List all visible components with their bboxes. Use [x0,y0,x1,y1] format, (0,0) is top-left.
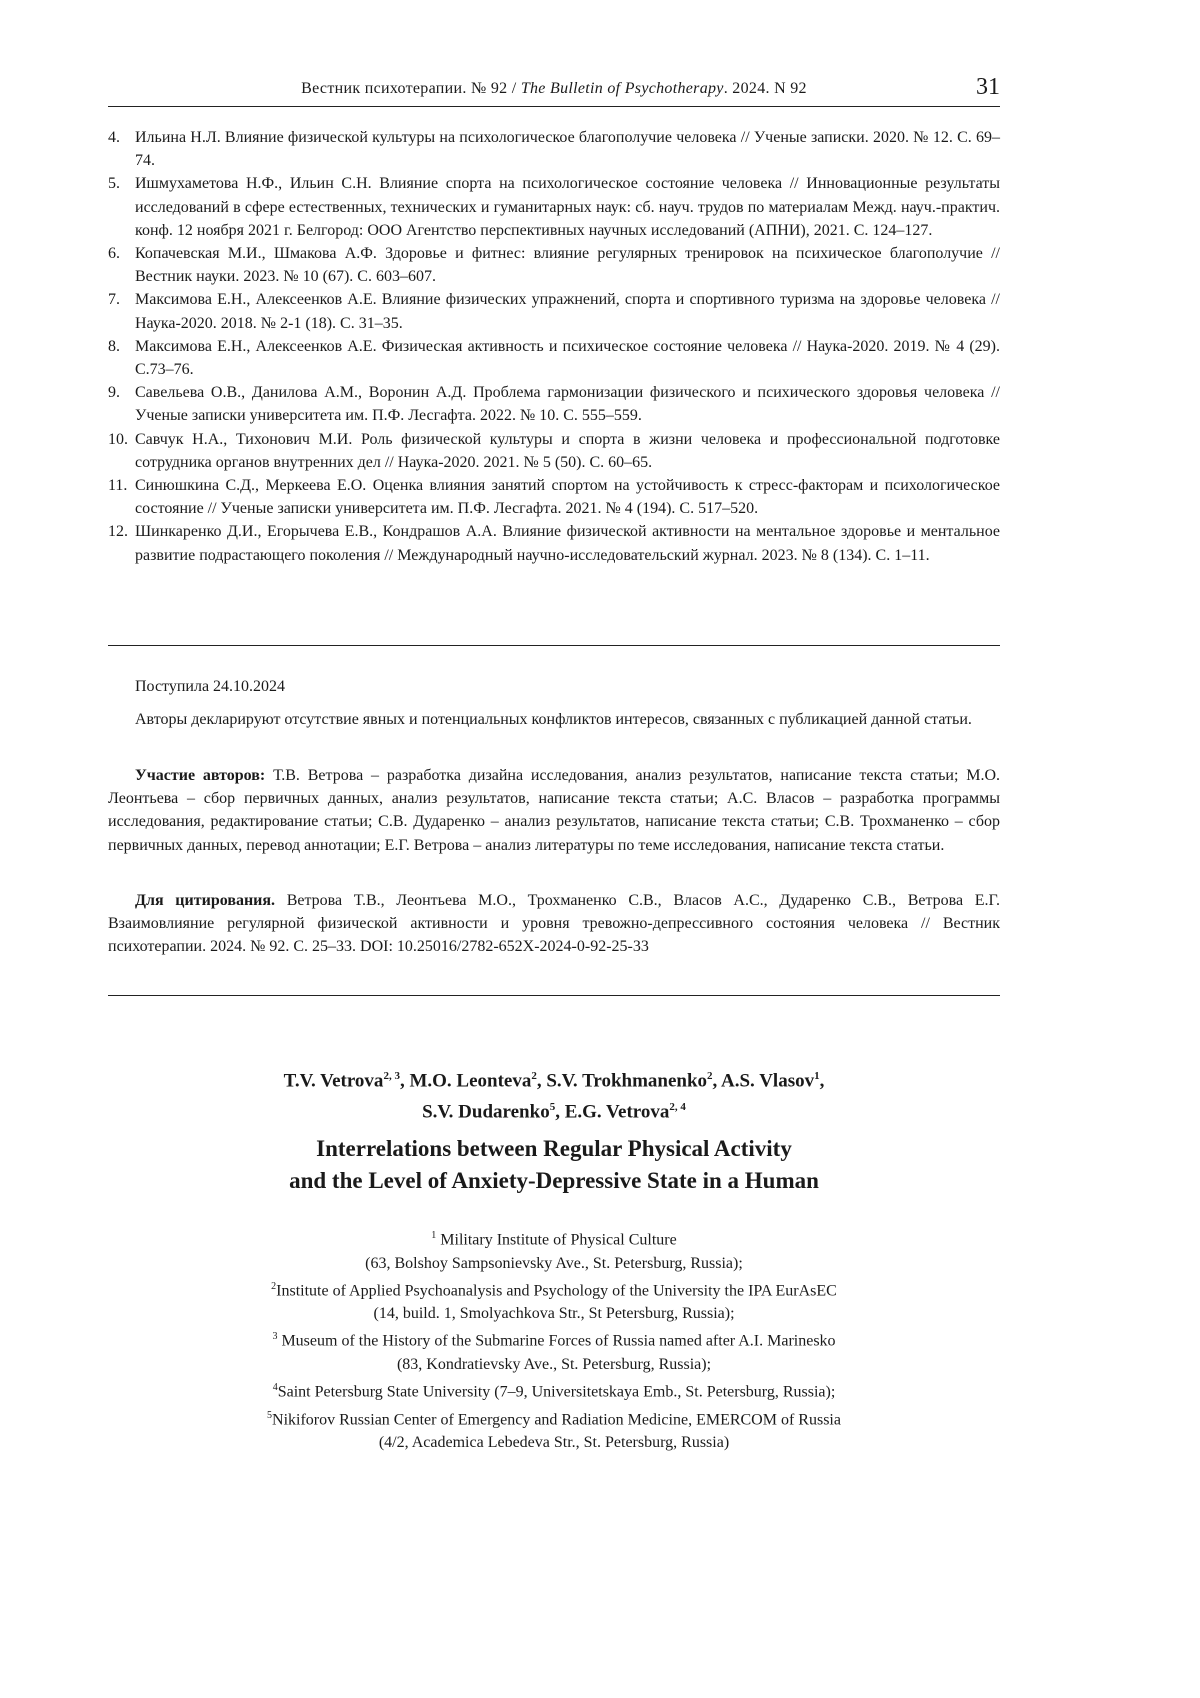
affiliation-text: Saint Petersburg State University (7–9, Universitetskaya Emb., St. Petersburg, Russia); [277,1383,836,1401]
author-affiliation-sup: 2, 4 [669,1101,686,1114]
author-affiliation-sup: 2 [531,1070,537,1082]
reference-text: Ильина Н.Л. Влияние физической культуры на психологическое благополучие человека // Ученые записки. 2020. № 12. С. 69–74. [135,129,1000,170]
section-divider [108,645,1000,646]
affiliation-sup: 3 [272,1331,278,1343]
affiliation-text: Nikiforov Russian Center of Emergency and Radiation Medicine, EMERCOM of Russia [272,1411,841,1429]
reference-item [108,335,1000,381]
affiliation-name [108,1275,1000,1303]
contribution-text: Т.В. Ветрова – разработка дизайна исследования, анализ результатов, написание текста статьи; М.О. Леонтьева – сбор первичных данных, анализ результатов, написание текста статьи; А.С. Власов – разработка программы исследования, редактирование статьи; С.В. Дударенко – анализ результатов, написание текста статьи; С.В. Трохманенко – сбор первичных данных, перевод аннотации; Е.Г. Ветрова – анализ литературы по теме исследования, написание текста статьи. [108,767,1001,854]
reference-item [108,520,1000,566]
affiliation-name [108,1224,1000,1252]
affiliation-text: Institute of Applied Psychoanalysis and Psychology of the University the IPA EurAsEC [276,1282,837,1300]
reference-item [108,288,1000,334]
journal-title-en: The Bulletin of Psychotherapy [520,80,724,97]
author-name: E.G. Vetrova [564,1101,670,1123]
journal-title [108,80,1000,98]
journal-issue-en: . 2024. N 92 [723,80,807,97]
reference-item [108,242,1000,288]
reference-number: 4. [108,129,120,146]
citation-text: Ветрова Т.В., Леонтьева М.О., Трохманенко С.В., Власов А.С., Дударенко С.В., Ветрова Е.Г. Взаимовлияние регулярной физической активности и уровня тревожно-депрессивного состояния человека // Вестник психотерапии. 2024. № 92. С. 25–33. DOI: 10.25016/2782-652X-2024-0-92-25-33 [108,892,1000,956]
affiliation-name [108,1376,1000,1404]
reference-list [108,126,1000,567]
affiliation-name [108,1325,1000,1353]
header-separator: / [507,80,521,97]
author-affiliation-sup: 2, 3 [383,1070,400,1082]
reference-number: 12. [108,523,128,541]
reference-text: Синюшкина С.Д., Меркеева Е.О. Оценка влияния занятий спортом на устойчивость к стресс-факторам и психологическое состояние // Ученые записки университета им. П.Ф. Лесгафта. 2021. № 4 (194). С. 517–520. [135,477,1000,518]
affiliation-address: (83, Kondratievsky Ave., St. Petersburg, Russia); [396,1356,712,1373]
reference-number: 8. [108,337,120,355]
reference-item [108,172,1000,242]
title-line: Interrelations between Regular Physical Activity [316,1136,792,1161]
reference-item [108,381,1000,427]
citation [108,889,1000,959]
contribution-label: Участие авторов: [135,767,266,784]
author-affiliation-sup: 5 [549,1101,556,1114]
author-name: A.S. Vlasov [721,1070,815,1092]
affiliations [108,1224,1000,1454]
reference-number: 11. [108,477,128,495]
affiliation-sup: 1 [431,1230,437,1241]
affiliation-address: (4/2, Academica Lebedeva Str., St. Petersburg, Russia) [378,1434,730,1452]
english-article-title [108,1133,1000,1197]
header-divider [108,106,1000,107]
english-authors: T.V. Vetrova$^{2, 3}$, M.O. Leonteva$^2$, S.V. Trokhmanenko$^2$, A.S. Vlasov$^1$, S.V. Dudarenko$^5$, E.G. Vetrova$^{2, 4}$ [283,1070,825,1123]
journal-title-ru: Вестник психотерапии. № 92 [301,80,508,97]
affiliation-sup: 2 [271,1280,277,1292]
author-affiliation-sup: 2 [707,1070,713,1082]
affiliation-name [108,1404,1000,1432]
reference-item [108,126,1000,172]
reference-item [108,474,1000,520]
reference-number: 9. [108,384,120,402]
author-name: M.O. Leonteva [409,1070,532,1092]
running-header [108,74,1000,106]
author-name: S.V. Dudarenko [422,1101,550,1123]
reference-number: 10. [108,430,128,448]
affiliation-address: (14, build. 1, Smolyachkova Str., St Petersburg, Russia); [373,1305,735,1323]
author-contribution [108,764,1000,857]
affiliation-sup: 5 [267,1409,273,1421]
reference-number: 5. [108,175,120,193]
reference-text: Копачевская М.И., Шмакова А.Ф. Здоровье и фитнес: влияние регулярных тренировок на психическое благополучие // Вестник науки. 2023. № 10 (67). С. 603–607. [135,245,1000,286]
affiliation-address: (63, Bolshoy Sampsonievsky Ave., St. Petersburg, Russia); [365,1254,743,1272]
reference-text: Шинкаренко Д.И., Егорычева Е.В., Кондрашов А.А. Влияние физической активности на ментальное здоровье и ментальное развитие подрастающего поколения // Международный научно-исследовательский журнал. 2023. № 8 (134). С. 1–11. [135,523,1000,564]
author-affiliation-sup: 1 [814,1070,820,1082]
reference-text: Максимова Е.Н., Алексеенков А.Е. Физическая активность и психическое состояние человека // Наука-2020. 2019. № 4 (29). С.73–76. [135,337,1000,379]
received-date: Поступила 24.10.2024 [135,678,286,695]
page-number: 31 [976,74,1000,100]
affiliation-text: Military Institute of Physical Culture [436,1231,677,1249]
title-line: and the Level of Anxiety-Depressive State in a Human [289,1168,819,1193]
reference-item [108,428,1000,474]
affiliation-sup: 4 [272,1382,278,1394]
reference-number: 7. [108,291,120,309]
author-name: T.V. Vetrova [283,1070,384,1092]
citation-label: Для цитирования. [135,892,276,909]
author-name: S.V. Trokhmanenko [546,1070,708,1092]
reference-text: Савчук Н.А., Тихонович М.И. Роль физической культуры и спорта в жизни человека и профессиональной подготовке сотрудника органов внутренних дел // Наука-2020. 2021. № 5 (50). С. 60–65. [135,430,1000,471]
reference-text: Ишмухаметова Н.Ф., Ильин С.Н. Влияние спорта на психологическое состояние человека // Инновационные результаты исследований в сфере естественных, технических и гуманитарных наук: сб. науч. трудов по материалам Межд. науч.-практич. конф. 12 ноября 2021 г. Белгород: ООО Агентство перспективных научных исследований (АПНИ), 2021. С. 124–127. [135,175,1000,239]
reference-text: Максимова Е.Н., Алексеенков А.Е. Влияние физических упражнений, спорта и спортивного туризма на здоровье человека // Наука-2020. 2018. № 2-1 (18). С. 31–35. [135,291,1000,332]
reference-number: 6. [108,245,120,263]
reference-text: Савельева О.В., Данилова А.М., Воронин А.Д. Проблема гармонизации физического и психического здоровья человека // Ученые записки университета им. П.Ф. Лесгафта. 2022. № 10. С. 555–559. [135,384,1000,425]
affiliation-text: Museum of the History of the Submarine Forces of Russia named after A.I. Marinesko [277,1332,836,1350]
conflict-statement: Авторы декларируют отсутствие явных и потенциальных конфликтов интересов, связанных с публикацией данной статьи. [135,711,972,728]
section-divider [108,995,1000,996]
